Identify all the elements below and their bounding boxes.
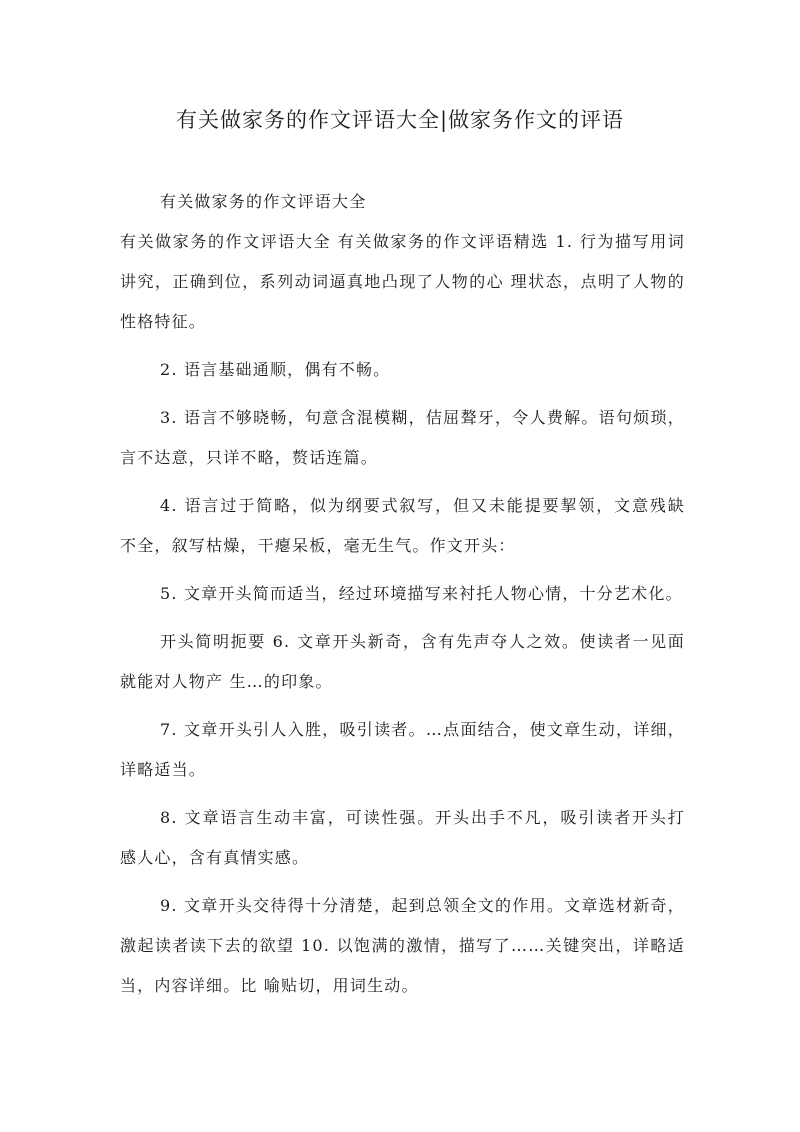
paragraph-2: 2. 语言基础通顺，偶有不畅。: [160, 360, 391, 379]
document-title: 有关做家务的作文评语大全|做家务作文的评语: [175, 108, 625, 132]
paragraph-3: 3. 语言不够晓畅，句意含混模糊，佶屈聱牙，令人费解。语句烦琐， 言不达意，只详不略，赘话连篇。: [120, 408, 685, 467]
paragraph-4: 4. 语言过于简略，似为纲要式叙写，但又未能提要挈领，文意残缺 不全，叙写枯燥，干瘪呆板，毫无生气。作文开头：: [120, 496, 685, 555]
paragraph-9: 9. 文章开头交待得十分清楚，起到总领全文的作用。文章选材新奇， 激起读者读下去的欲望 10. 以饱满的激情，描写了……关键突出，详略适当，内容详细。比 喻贴切，用词生动。: [120, 896, 685, 995]
document-body: [120, 182, 685, 1006]
paragraph-5: 5. 文章开头简而适当，经过环境描写来衬托人物心情，十分艺术化。: [160, 584, 683, 603]
paragraph-7: 7. 文章开头引人入胜，吸引读者。…点面结合，使文章生动，详细， 详略适当。: [120, 720, 685, 779]
paragraph-6: 开头简明扼要 6. 文章开头新奇，含有先声夺人之效。使读者一见面就能对人物产 生…的印象。: [120, 632, 685, 691]
paragraph-1: 有关做家务的作文评语大全 有关做家务的作文评语精选 1. 行为描写用词讲究，正确到位，系列动词逼真地凸现了人物的心 理状态，点明了人物的性格特征。: [120, 232, 685, 331]
paragraph-8: 8. 文章语言生动丰富，可读性强。开头出手不凡，吸引读者开头打 感人心，含有真情实感。: [120, 808, 685, 867]
subtitle-paragraph: 有关做家务的作文评语大全: [160, 192, 367, 211]
